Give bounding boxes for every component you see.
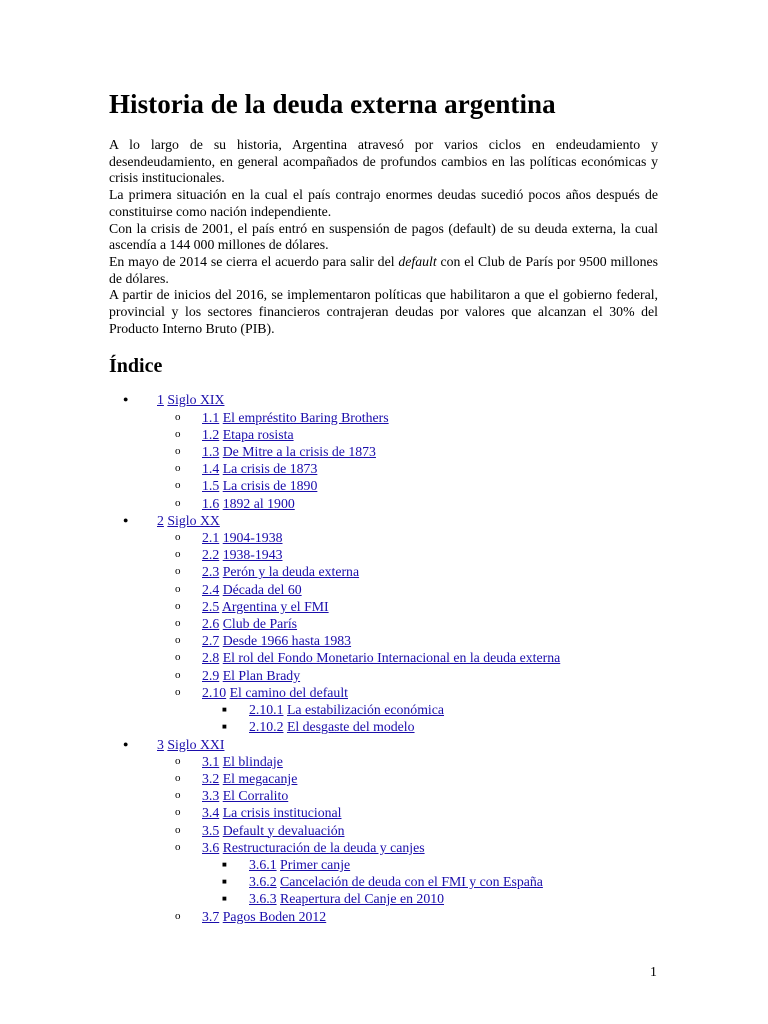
toc-label-link[interactable]: Reapertura del Canje en 2010 bbox=[280, 891, 445, 907]
toc-list bbox=[109, 391, 658, 924]
bullet-icon: o bbox=[175, 479, 181, 492]
toc-number-link[interactable]: 3.6 bbox=[202, 839, 220, 855]
toc-number-link[interactable]: 2.1 bbox=[202, 530, 220, 546]
bullet-icon: o bbox=[175, 565, 181, 578]
bullet-icon: o bbox=[175, 445, 181, 458]
toc-label-link[interactable]: 1904-1938 bbox=[222, 530, 283, 546]
bullet-icon: ■ bbox=[222, 859, 227, 869]
toc-item-2-1 bbox=[157, 529, 658, 546]
toc-label-link[interactable]: Cancelación de deuda con el FMI y con España bbox=[280, 874, 543, 890]
bullet-icon: o bbox=[175, 840, 181, 853]
bullet-icon: ● bbox=[123, 394, 129, 405]
page-number: 1 bbox=[650, 964, 657, 979]
toc-item-2-4 bbox=[157, 581, 658, 598]
toc-item-2 bbox=[109, 512, 658, 736]
toc-number-link[interactable]: 1.5 bbox=[202, 478, 220, 494]
toc-number-link[interactable]: 3.6.2 bbox=[249, 874, 277, 890]
toc-item-1 bbox=[109, 391, 658, 511]
toc-label-link[interactable]: La crisis institucional bbox=[222, 805, 342, 821]
toc-label-link[interactable]: Restructuración de la deuda y canjes bbox=[222, 839, 425, 855]
toc-item-3-6-2 bbox=[202, 873, 658, 890]
toc-number-link[interactable]: 1 bbox=[157, 392, 164, 408]
toc-label-link[interactable]: Argentina y el FMI bbox=[221, 598, 329, 614]
toc-label-link[interactable]: El Corralito bbox=[222, 788, 289, 804]
bullet-icon: ■ bbox=[222, 705, 227, 715]
toc-label-link[interactable]: El Plan Brady bbox=[222, 667, 301, 683]
bullet-icon: o bbox=[175, 548, 181, 561]
toc-number-link[interactable]: 3.5 bbox=[202, 822, 220, 838]
bullet-icon: o bbox=[175, 531, 181, 544]
toc-label-link[interactable]: 1892 al 1900 bbox=[222, 495, 295, 511]
toc-item-2-9 bbox=[157, 667, 658, 684]
toc-item-1-3 bbox=[157, 443, 658, 460]
toc-number-link[interactable]: 3 bbox=[157, 736, 164, 752]
bullet-icon: o bbox=[175, 823, 181, 836]
toc-label-link[interactable]: Siglo XIX bbox=[167, 392, 225, 408]
page-title: Historia de la deuda externa argentina bbox=[109, 89, 556, 119]
toc-number-link[interactable]: 3.4 bbox=[202, 805, 220, 821]
toc-item-3-7 bbox=[157, 908, 658, 925]
toc-label-link[interactable]: La crisis de 1873 bbox=[222, 461, 318, 477]
toc-sublist bbox=[157, 409, 658, 512]
toc-label-link[interactable]: Década del 60 bbox=[222, 581, 302, 597]
toc-item-2-6 bbox=[157, 615, 658, 632]
toc-item-2-8 bbox=[157, 649, 658, 666]
toc-number-link[interactable]: 1.3 bbox=[202, 444, 220, 460]
toc-item-3-6 bbox=[157, 839, 658, 908]
toc-number-link[interactable]: 2.2 bbox=[202, 547, 220, 563]
toc-label-link[interactable]: Default y devaluación bbox=[222, 822, 345, 838]
intro-section bbox=[109, 137, 658, 337]
toc-number-link[interactable]: 3.6.3 bbox=[249, 891, 277, 907]
toc-label-link[interactable]: Etapa rosista bbox=[222, 426, 294, 442]
bullet-icon: o bbox=[175, 754, 181, 767]
toc-number-link[interactable]: 3.3 bbox=[202, 788, 220, 804]
bullet-icon: o bbox=[175, 462, 181, 475]
toc-item-2-10-2 bbox=[202, 718, 658, 735]
toc-item-3-3 bbox=[157, 787, 658, 804]
toc-number-link[interactable]: 1.2 bbox=[202, 426, 220, 442]
toc-number-link[interactable]: 2.10.2 bbox=[249, 719, 284, 735]
bullet-icon: o bbox=[175, 806, 181, 819]
toc-item-1-6 bbox=[157, 495, 658, 512]
toc-item-2-10 bbox=[157, 684, 658, 736]
toc-item-1-1 bbox=[157, 409, 658, 426]
bullet-icon: o bbox=[175, 496, 181, 509]
intro-emphasis: default bbox=[398, 253, 437, 269]
bullet-icon: o bbox=[175, 410, 181, 423]
toc-item-2-2 bbox=[157, 546, 658, 563]
toc-number-link[interactable]: 2 bbox=[157, 512, 164, 528]
bullet-icon: o bbox=[175, 909, 181, 922]
toc-item-2-10-1 bbox=[202, 701, 658, 718]
toc-label-link[interactable]: Primer canje bbox=[280, 856, 351, 872]
toc-sublist bbox=[202, 701, 658, 735]
toc-item-2-3 bbox=[157, 563, 658, 580]
toc-item-1-2 bbox=[157, 426, 658, 443]
toc-number-link[interactable]: 3.2 bbox=[202, 770, 220, 786]
toc-number-link[interactable]: 2.3 bbox=[202, 564, 220, 580]
toc-item-3-4 bbox=[157, 804, 658, 821]
toc-label-link[interactable]: El megacanje bbox=[222, 770, 298, 786]
toc-item-3-2 bbox=[157, 770, 658, 787]
toc-label-link[interactable]: La crisis de 1890 bbox=[222, 478, 318, 494]
toc-label-link[interactable]: Desde 1966 hasta 1983 bbox=[222, 633, 352, 649]
intro-paragraph: Con la crisis de 2001, el país entró en suspensión de pagos (default) de su deuda externa, la cual ascendía a 144 000 millones de dólares. bbox=[109, 220, 658, 253]
intro-paragraph bbox=[109, 254, 658, 287]
toc-label-link[interactable]: El blindaje bbox=[222, 753, 283, 769]
bullet-icon: o bbox=[175, 771, 181, 784]
toc-label-link[interactable]: 1938-1943 bbox=[222, 547, 283, 563]
toc-number-link[interactable]: 2.9 bbox=[202, 667, 220, 683]
toc-number-link[interactable]: 3.7 bbox=[202, 908, 220, 924]
toc-item-3-6-3 bbox=[202, 890, 658, 907]
toc-number-link[interactable]: 2.4 bbox=[202, 581, 220, 597]
toc-number-link[interactable]: 1.1 bbox=[202, 409, 220, 425]
toc-item-3-6-1 bbox=[202, 856, 658, 873]
toc-item-1-5 bbox=[157, 477, 658, 494]
toc-number-link[interactable]: 2.10.1 bbox=[249, 702, 284, 718]
bullet-icon: ● bbox=[123, 738, 129, 749]
toc-item-3 bbox=[109, 736, 658, 925]
bullet-icon: ■ bbox=[222, 722, 227, 732]
bullet-icon: o bbox=[175, 668, 181, 681]
bullet-icon: o bbox=[175, 582, 181, 595]
toc-number-link[interactable]: 2.8 bbox=[202, 650, 220, 666]
bullet-icon: o bbox=[175, 617, 181, 630]
bullet-icon: ● bbox=[123, 514, 129, 525]
toc-label-link[interactable]: Pagos Boden 2012 bbox=[222, 908, 327, 924]
toc-number-link[interactable]: 2.6 bbox=[202, 616, 220, 632]
bullet-icon: o bbox=[175, 685, 181, 698]
toc-sublist bbox=[202, 856, 658, 908]
toc-label-link[interactable]: Perón y la deuda externa bbox=[222, 564, 360, 580]
bullet-icon: o bbox=[175, 651, 181, 664]
toc-label-link[interactable]: Siglo XXI bbox=[167, 736, 225, 752]
table-of-contents bbox=[109, 391, 658, 924]
toc-item-2-5 bbox=[157, 598, 658, 615]
intro-text: En mayo de 2014 se cierra el acuerdo para salir del bbox=[109, 253, 399, 269]
index-heading: Índice bbox=[109, 355, 163, 378]
toc-number-link[interactable]: 2.5 bbox=[202, 598, 220, 614]
toc-number-link[interactable]: 2.7 bbox=[202, 633, 220, 649]
toc-label-link[interactable]: El empréstito Baring Brothers bbox=[222, 409, 389, 425]
toc-label-link[interactable]: La estabilización económica bbox=[286, 702, 445, 718]
bullet-icon: o bbox=[175, 427, 181, 440]
toc-label-link[interactable]: El camino del default bbox=[229, 684, 348, 700]
toc-item-1-4 bbox=[157, 460, 658, 477]
intro-text: con el Club de París por 9500 millones de dólares. bbox=[109, 253, 658, 286]
toc-sublist bbox=[157, 753, 658, 925]
toc-item-3-1 bbox=[157, 753, 658, 770]
toc-label-link[interactable]: El rol del Fondo Monetario Internacional en la deuda externa bbox=[222, 650, 561, 666]
toc-number-link[interactable]: 1.4 bbox=[202, 461, 220, 477]
toc-label-link[interactable]: Club de París bbox=[222, 616, 298, 632]
document-page bbox=[109, 84, 658, 925]
bullet-icon: o bbox=[175, 599, 181, 612]
toc-label-link[interactable]: El desgaste del modelo bbox=[286, 719, 415, 735]
intro-paragraph: A lo largo de su historia, Argentina atravesó por varios ciclos en endeudamiento y desendeudamiento, en general acompañados de profundos cambios en las políticas económicas y crisis institucionales. bbox=[109, 137, 658, 186]
bullet-icon: ■ bbox=[222, 894, 227, 904]
toc-number-link[interactable]: 2.10 bbox=[202, 684, 227, 700]
toc-number-link[interactable]: 3.6.1 bbox=[249, 856, 277, 872]
toc-label-link[interactable]: De Mitre a la crisis de 1873 bbox=[222, 444, 376, 460]
bullet-icon: o bbox=[175, 789, 181, 802]
toc-sublist bbox=[157, 529, 658, 735]
bullet-icon: ■ bbox=[222, 877, 227, 887]
toc-item-2-7 bbox=[157, 632, 658, 649]
intro-paragraph: La primera situación en la cual el país contrajo enormes deudas sucedió pocos años después de constituirse como nación independiente. bbox=[109, 187, 658, 219]
toc-number-link[interactable]: 1.6 bbox=[202, 495, 220, 511]
toc-label-link[interactable]: Siglo XX bbox=[167, 512, 220, 528]
bullet-icon: o bbox=[175, 634, 181, 647]
toc-number-link[interactable]: 3.1 bbox=[202, 753, 220, 769]
intro-paragraph: A partir de inicios del 2016, se implementaron políticas que habilitaron a que el gobierno federal, provincial y los sectores financieros contrajeran deudas por valores que alcanzan el 30% del Producto Interno Bruto (PIB). bbox=[109, 287, 658, 336]
toc-item-3-5 bbox=[157, 822, 658, 839]
